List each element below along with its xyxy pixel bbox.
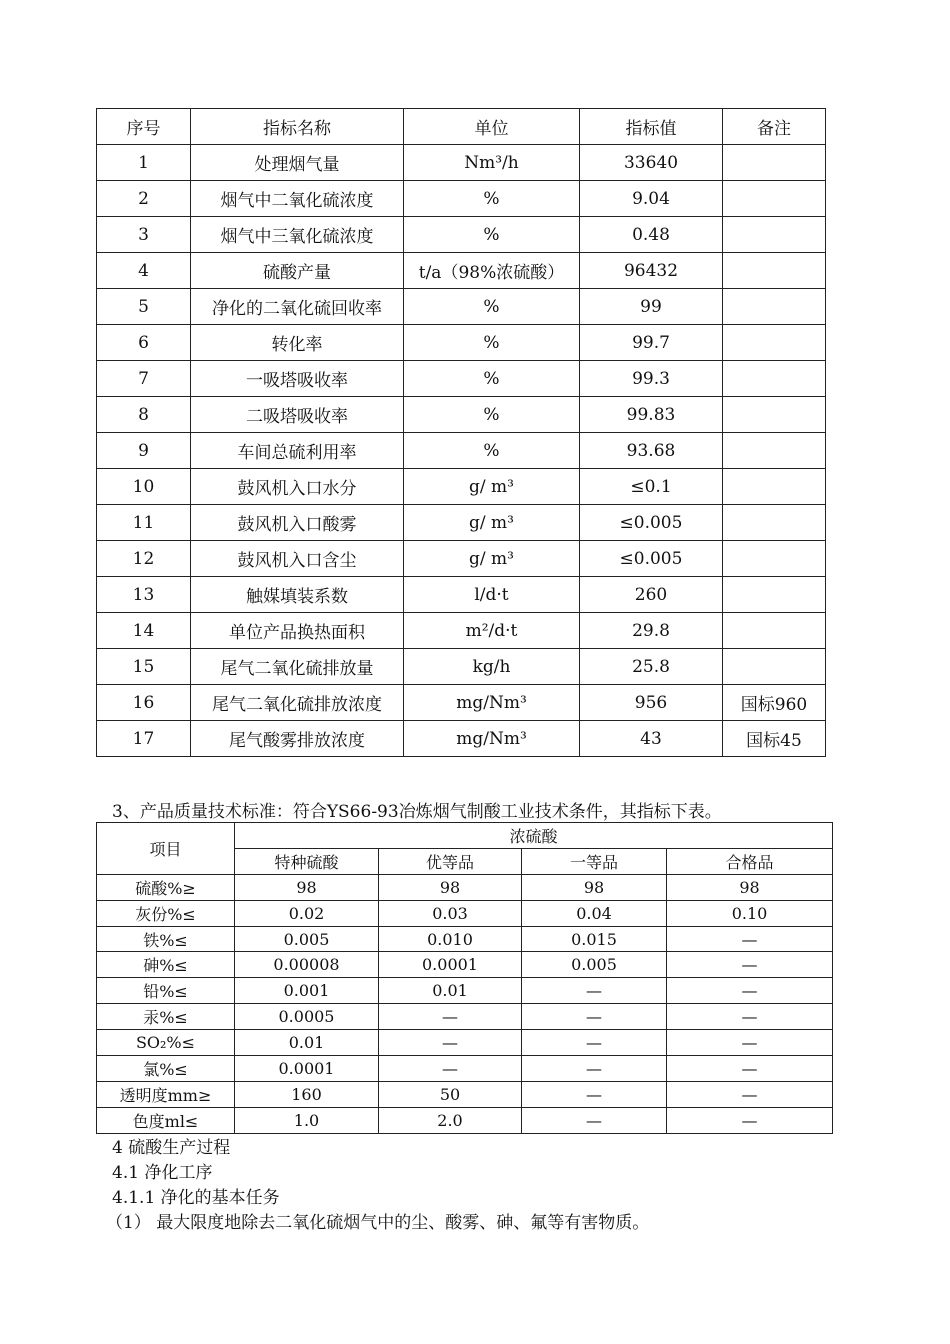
- table-cell: 160: [235, 1081, 379, 1107]
- table-cell: 硫酸%≥: [97, 874, 235, 900]
- indicator-table-body: [97, 145, 826, 757]
- table-cell: [723, 397, 826, 433]
- table-cell: 15: [97, 649, 191, 685]
- table-cell: 8: [97, 397, 191, 433]
- table-cell: [723, 469, 826, 505]
- table-cell: 0.48: [580, 217, 723, 253]
- grade-header: 特种硫酸: [235, 848, 379, 874]
- table-cell: [723, 541, 826, 577]
- table-cell: mg/Nm³: [404, 685, 580, 721]
- table-cell: l/d·t: [404, 577, 580, 613]
- table-cell: —: [667, 978, 833, 1004]
- table-cell: 96432: [580, 253, 723, 289]
- table-cell: 0.015: [522, 926, 667, 952]
- table-row: [97, 1004, 833, 1030]
- table-cell: 43: [580, 721, 723, 757]
- table-cell: 12: [97, 541, 191, 577]
- table-cell: 处理烟气量: [191, 145, 404, 181]
- table-cell: —: [522, 1030, 667, 1056]
- table-cell: 氯%≤: [97, 1056, 235, 1082]
- header-cell: 备注: [723, 109, 826, 145]
- table-row: [97, 613, 826, 649]
- table-cell: —: [667, 1107, 833, 1133]
- table-cell: 99.7: [580, 325, 723, 361]
- table-cell: 98: [667, 874, 833, 900]
- table-row: [97, 145, 826, 181]
- table-cell: [723, 361, 826, 397]
- table-cell: %: [404, 397, 580, 433]
- table-row: [97, 1030, 833, 1056]
- quality-standard-table: [96, 822, 833, 1134]
- table-row: [97, 1081, 833, 1107]
- table-cell: t/a（98%浓硫酸）: [404, 253, 580, 289]
- table-row: [97, 217, 826, 253]
- table-cell: —: [522, 1056, 667, 1082]
- table-cell: [723, 505, 826, 541]
- table-cell: SO₂%≤: [97, 1030, 235, 1056]
- table-row: [97, 469, 826, 505]
- table-cell: [723, 613, 826, 649]
- table-cell: 14: [97, 613, 191, 649]
- table-cell: 鼓风机入口水分: [191, 469, 404, 505]
- table-cell: 99.83: [580, 397, 723, 433]
- table-cell: [723, 325, 826, 361]
- table-cell: 1: [97, 145, 191, 181]
- table-cell: %: [404, 361, 580, 397]
- table-cell: 5: [97, 289, 191, 325]
- table-cell: ≤0.005: [580, 505, 723, 541]
- table-cell: 砷%≤: [97, 952, 235, 978]
- table-cell: 2.0: [379, 1107, 522, 1133]
- section-4-1-heading: 4.1 净化工序: [112, 1163, 213, 1183]
- grade-header: 合格品: [667, 848, 833, 874]
- indicator-table-header: [97, 109, 826, 145]
- table-cell: 单位产品换热面积: [191, 613, 404, 649]
- table-cell: —: [522, 978, 667, 1004]
- table-cell: 车间总硫利用率: [191, 433, 404, 469]
- table-cell: [723, 253, 826, 289]
- table-cell: —: [667, 926, 833, 952]
- table-cell: —: [667, 1056, 833, 1082]
- table-row: [97, 874, 833, 900]
- indicator-table: [96, 108, 826, 757]
- table-cell: 956: [580, 685, 723, 721]
- table-cell: [723, 649, 826, 685]
- header-cell: 单位: [404, 109, 580, 145]
- table-cell: 色度ml≤: [97, 1107, 235, 1133]
- table-cell: g/ m³: [404, 541, 580, 577]
- table-cell: [723, 145, 826, 181]
- table-cell: 33640: [580, 145, 723, 181]
- table-cell: m²/d·t: [404, 613, 580, 649]
- table-row: [97, 289, 826, 325]
- table-cell: 10: [97, 469, 191, 505]
- table-cell: —: [667, 1081, 833, 1107]
- table-cell: %: [404, 325, 580, 361]
- table-cell: 13: [97, 577, 191, 613]
- group-header: 浓硫酸: [235, 823, 833, 849]
- header-cell: 指标名称: [191, 109, 404, 145]
- table-cell: 0.10: [667, 900, 833, 926]
- item-header: 项目: [97, 823, 235, 875]
- table-cell: ≤0.005: [580, 541, 723, 577]
- table-cell: kg/h: [404, 649, 580, 685]
- table-cell: 16: [97, 685, 191, 721]
- table-cell: 17: [97, 721, 191, 757]
- table-cell: 触媒填装系数: [191, 577, 404, 613]
- section-3-title: 3、产品质量技术标准：符合YS66-93冶炼烟气制酸工业技术条件，其指标下表。: [112, 802, 722, 822]
- table-cell: 0.04: [522, 900, 667, 926]
- table-cell: 铅%≤: [97, 978, 235, 1004]
- quality-table-header: [97, 823, 833, 849]
- table-row: [97, 900, 833, 926]
- table-cell: 一吸塔吸收率: [191, 361, 404, 397]
- header-cell: 指标值: [580, 109, 723, 145]
- table-cell: 烟气中三氧化硫浓度: [191, 217, 404, 253]
- table-cell: 0.03: [379, 900, 522, 926]
- table-cell: —: [379, 1030, 522, 1056]
- table-cell: —: [667, 1004, 833, 1030]
- quality-table-body: [97, 874, 833, 1133]
- table-cell: 4: [97, 253, 191, 289]
- table-cell: 灰份%≤: [97, 900, 235, 926]
- table-cell: [723, 289, 826, 325]
- table-cell: [723, 181, 826, 217]
- table-row: [97, 253, 826, 289]
- table-cell: 99.3: [580, 361, 723, 397]
- table-row: [97, 1107, 833, 1133]
- header-cell: 序号: [97, 109, 191, 145]
- table-cell: 尾气二氧化硫排放量: [191, 649, 404, 685]
- table-cell: %: [404, 181, 580, 217]
- table-cell: 93.68: [580, 433, 723, 469]
- table-cell: 0.005: [235, 926, 379, 952]
- table-row: [97, 397, 826, 433]
- table-row: [97, 181, 826, 217]
- section-4-heading: 4 硫酸生产过程: [112, 1138, 231, 1158]
- table-cell: 铁%≤: [97, 926, 235, 952]
- table-cell: 尾气酸雾排放浓度: [191, 721, 404, 757]
- table-row: [97, 926, 833, 952]
- table-cell: 0.005: [522, 952, 667, 978]
- table-row: [97, 361, 826, 397]
- table-cell: 0.001: [235, 978, 379, 1004]
- table-cell: 50: [379, 1081, 522, 1107]
- table-row: [97, 325, 826, 361]
- table-cell: 98: [235, 874, 379, 900]
- table-cell: 9: [97, 433, 191, 469]
- table-cell: 鼓风机入口含尘: [191, 541, 404, 577]
- table-cell: 25.8: [580, 649, 723, 685]
- table-cell: 7: [97, 361, 191, 397]
- table-cell: 0.0001: [235, 1056, 379, 1082]
- table-cell: —: [379, 1004, 522, 1030]
- table-cell: 汞%≤: [97, 1004, 235, 1030]
- table-cell: 99: [580, 289, 723, 325]
- table-cell: 0.0001: [379, 952, 522, 978]
- table-cell: 净化的二氧化硫回收率: [191, 289, 404, 325]
- table-cell: 29.8: [580, 613, 723, 649]
- table-cell: —: [522, 1081, 667, 1107]
- table-cell: 0.02: [235, 900, 379, 926]
- table-cell: %: [404, 433, 580, 469]
- table-cell: 2: [97, 181, 191, 217]
- table-cell: ≤0.1: [580, 469, 723, 505]
- table-row: [97, 505, 826, 541]
- table-cell: 6: [97, 325, 191, 361]
- table-cell: 转化率: [191, 325, 404, 361]
- section-4-1-1-heading: 4.1.1 净化的基本任务: [112, 1188, 280, 1208]
- table-cell: %: [404, 217, 580, 253]
- table-row: [97, 433, 826, 469]
- table-row: [97, 685, 826, 721]
- table-row: [97, 952, 833, 978]
- table-cell: 1.0: [235, 1107, 379, 1133]
- table-cell: 0.00008: [235, 952, 379, 978]
- table-cell: —: [522, 1107, 667, 1133]
- table-cell: —: [667, 952, 833, 978]
- table-cell: 透明度mm≥: [97, 1081, 235, 1107]
- grade-header: 一等品: [522, 848, 667, 874]
- table-cell: 0.010: [379, 926, 522, 952]
- table-row: [97, 577, 826, 613]
- table-cell: —: [667, 1030, 833, 1056]
- table-cell: 0.0005: [235, 1004, 379, 1030]
- table-cell: 0.01: [235, 1030, 379, 1056]
- table-cell: 鼓风机入口酸雾: [191, 505, 404, 541]
- table-cell: 国标45: [723, 721, 826, 757]
- table-cell: 9.04: [580, 181, 723, 217]
- table-cell: [723, 433, 826, 469]
- table-cell: 98: [379, 874, 522, 900]
- table-cell: Nm³/h: [404, 145, 580, 181]
- table-cell: 尾气二氧化硫排放浓度: [191, 685, 404, 721]
- table-cell: %: [404, 289, 580, 325]
- table-row: [97, 1056, 833, 1082]
- table-row: [97, 541, 826, 577]
- table-cell: 98: [522, 874, 667, 900]
- table-row: [97, 649, 826, 685]
- table-cell: 国标960: [723, 685, 826, 721]
- table-cell: —: [379, 1056, 522, 1082]
- table-cell: 0.01: [379, 978, 522, 1004]
- table-row: [97, 721, 826, 757]
- table-cell: 11: [97, 505, 191, 541]
- paragraph-1: （1） 最大限度地除去二氧化硫烟气中的尘、酸雾、砷、氟等有害物质。: [106, 1213, 650, 1233]
- grade-header: 优等品: [379, 848, 522, 874]
- table-cell: [723, 577, 826, 613]
- table-cell: g/ m³: [404, 469, 580, 505]
- table-cell: —: [522, 1004, 667, 1030]
- table-cell: 3: [97, 217, 191, 253]
- table-row: [97, 978, 833, 1004]
- table-cell: 260: [580, 577, 723, 613]
- table-cell: [723, 217, 826, 253]
- table-cell: 硫酸产量: [191, 253, 404, 289]
- table-cell: g/ m³: [404, 505, 580, 541]
- table-cell: 二吸塔吸收率: [191, 397, 404, 433]
- table-cell: 烟气中二氧化硫浓度: [191, 181, 404, 217]
- table-cell: mg/Nm³: [404, 721, 580, 757]
